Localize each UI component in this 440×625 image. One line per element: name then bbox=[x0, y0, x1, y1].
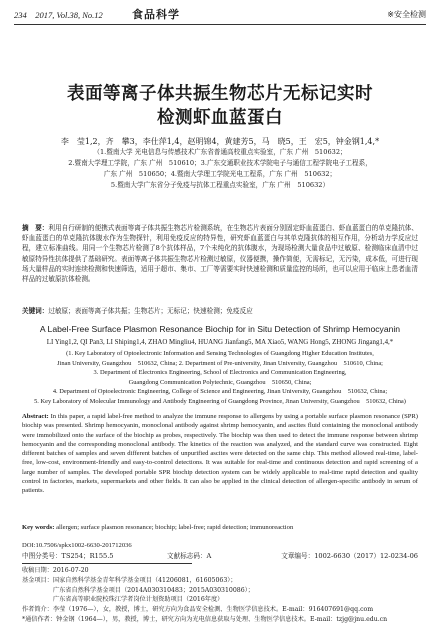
keywords-en-label: Key words: bbox=[22, 524, 55, 531]
abstract-cn bbox=[22, 223, 418, 284]
keywords-cn-text: 过敏原；表面等离子体共振；生物芯片；无标记；快速检测；免疫反应 bbox=[48, 307, 253, 315]
affiliation-en-line: 3. Department of Electronics Engineering, School of Electronics and Communication Engineering, bbox=[93, 369, 347, 377]
footnote-line: 基金项目：国家自然科学基金青年科学基金项目（41206081，61605063）； bbox=[22, 576, 237, 584]
keywords-en bbox=[22, 523, 418, 532]
authors-en: LI Ying1,2, QI Pan3, LI Shiping1,4, ZHAO Mingliu4, HUANG Jianfang5, MA Xiao5, WANG Hong5, ZHONG Jingang1,4,* bbox=[46, 339, 394, 346]
article-number: 文章编号：1002-6630（2017）12-0234-06 bbox=[281, 552, 418, 560]
keywords-cn-label: 关键词： bbox=[22, 307, 49, 315]
document-code: 文献标志码：A bbox=[167, 552, 212, 560]
footnote-line: 广东省自然科学基金项目（2014A030310483；2015A030310086）； bbox=[22, 586, 254, 594]
affiliations-en bbox=[16, 349, 424, 407]
affiliation-line: （1.暨南大学 光电信息与传感技术广东省普通高校重点实验室，广东 广州 510632； bbox=[93, 148, 347, 156]
title-line-1: 表面等离子体共振生物芯片无标记实时 bbox=[67, 84, 373, 104]
running-header bbox=[14, 6, 426, 25]
abstract-cn-label: 摘 要： bbox=[22, 224, 49, 232]
abstract-en-text: In this paper, a rapid label-free method to analyze the immune response to allergens by using a portable surface plasmon resonance (SPR) biochip was presented. Shrimp hemocyanin, monoclonal antibody against shrimp hemocyanin, and ascites fluid containing the monoclonal antibody were immobilized onto the surface of the biochip as probes, respectively. The biochip was then used to detect the immune response between shrimp hemocyanin and the corresponding monoclonal antibody. The kinetics of the reaction was analyzed, and the standard curve was constructed. Eight different batches of samples and seven different batches of unpurified ascites were detected on the same chip. This method allowed real-time, label-free, low-cost, environment-friendly and easy-to-control detections. It was suitable for real-time and continuous detection and rapid screening of a large number of samples. The developed portable SPR biochip detection system can be widely applicable to real-time rapid detection and quality control in factories, markets, supermarkets and other fields. It can also be applied in the clinical detection of allergen-specific antibody in serum of patients. bbox=[22, 413, 418, 495]
affiliation-en-line: 5. Key Laboratory of Molecular Immunology and Antibody Engineering of Guangdong Province, Jinan University, Guangzhou 510632, China) bbox=[34, 397, 406, 405]
affiliation-en-line: Guangdong Communication Polytechnic, Guangzhou 510650, China; bbox=[128, 378, 312, 386]
title-line-2: 检测虾血蓝蛋白 bbox=[157, 108, 283, 128]
affiliation-en-line: Jinan University, Guangzhou 510632, China; 2. Department of Pre-university, Jinan University, Guangzhou 510610, China; bbox=[57, 359, 383, 367]
abstract-cn-text: 利用自行研制的便携式表面等离子体共振生物芯片检测系统，在生物芯片表面分别固定虾血蓝蛋白、虾血蓝蛋白的单克隆抗体、虾血蓝蛋白的单克隆抗体腹水作为生物探针，利用免疫反应的特异性，研究虾血蓝蛋白与其单克隆抗体的相互作用，分析动力学反应过程，建立标准曲线。用同一个生物芯片检测了8个抗体样品，7个未纯化的抗体腹水，为现场检测大量食品中过敏原、检测临床血清中过敏原特异性抗体提供了基础研究。表面等离子体共振生物芯片检测过敏原，仪器便携，操作简便，无需标记，无污染，成本低，可进行现场大量样品的实时连续检测和快速筛选，适用于超市、集市、工厂等需要实时快速检测和质量监控的场所，也可以应用于临床上患者血清样品的过敏原抗体检测。 bbox=[22, 224, 419, 284]
footnote-line: 广东省高等职业院校珠江学者岗位计划资助项目（2016年度） bbox=[22, 596, 224, 604]
affiliation-line: 2.暨南大学理工学院，广东 广州 510610；3.广东交通职业技术学院电子与通信工程学院电子工程系， bbox=[68, 159, 372, 167]
clc-number: 中图分类号：TS254；R155.5 bbox=[22, 552, 114, 560]
affiliation-line: 广东 广州 510650；4.暨南大学理工学院光电工程系，广东 广州 510632； bbox=[103, 170, 337, 178]
authors-cn: 李 莹1,2，齐 攀3，李仕萍1,4，赵明锦4，黄建芳5，马 晓5，王 宏5，钟金钢1,4,* bbox=[60, 137, 380, 146]
affiliation-en-line: (1. Key Laboratory of Optoelectronic Information and Sensing Technologies of Guangdong Higher Education Institutes, bbox=[66, 350, 374, 357]
footnote-divider bbox=[22, 563, 192, 564]
title-en: A Label-Free Surface Plasmon Resonance Biochip for in Situ Detection of Shrimp Hemocyanin bbox=[39, 324, 401, 334]
affiliation-en-line: 4. Department of Optoelectronic Engineering, College of Science and Engineering, Jinan University, Guangzhou 510632, China; bbox=[52, 388, 388, 396]
paper-title bbox=[20, 82, 420, 130]
abstract-en bbox=[22, 412, 418, 496]
doi-line: DOI:10.7506/spkx1002-6630-201712036 bbox=[22, 542, 132, 549]
affiliations-cn bbox=[30, 147, 410, 191]
footnotes bbox=[22, 566, 418, 625]
page-volume: 234 2017, Vol.38, No.12 bbox=[14, 10, 103, 20]
affiliation-line: 5.暨南大学广东省分子免疫与抗体工程重点实验室，广东 广州 510632） bbox=[110, 181, 330, 189]
keywords-cn bbox=[22, 306, 418, 316]
footnote-line: 作者简介：李莹（1976—），女，教授，博士，研究方向为食品安全检测、生物医学信息技术。E-mail：916407691@qq.com bbox=[22, 606, 374, 614]
footnote-line: 收稿日期：2016-07-20 bbox=[22, 567, 89, 574]
abstract-en-label: Abstract: bbox=[22, 413, 49, 420]
section-label: ※安全检测 bbox=[387, 10, 426, 19]
footnote-line: *通信作者：钟金钢（1964—），男，教授，博士，研究方向为光电信息获取与处理、生物医学信息技术。E-mail：tzjg@jnu.edu.cn bbox=[22, 615, 388, 623]
keywords-en-text: allergen; surface plasmon resonance; biochip; label-free; rapid detection; immunoreaction bbox=[56, 524, 294, 531]
journal-name: 食品科学 bbox=[132, 8, 180, 21]
classification-line bbox=[22, 551, 418, 561]
